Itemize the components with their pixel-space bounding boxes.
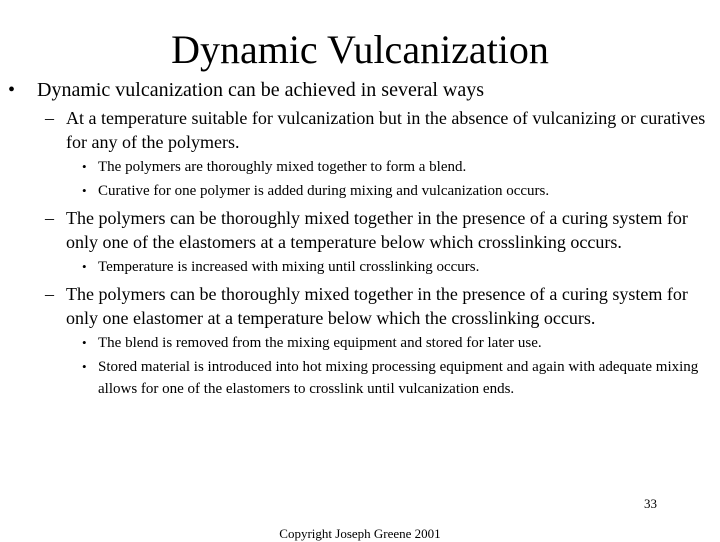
dash-marker: – [45,108,54,128]
method-text: The polymers can be thoroughly mixed together in the presence of a curing system for only one of the elastomers at a temperature below which crosslinking occurs. [66,208,688,252]
method-item-1 [0,106,720,154]
detail-text: The polymers are thoroughly mixed together to form a blend. [98,159,467,175]
method-text: At a temperature suitable for vulcanization but in the absence of vulcanizing or curatives for any of the polymers. [66,108,706,152]
method-text: The polymers can be thoroughly mixed together in the presence of a curing system for only one elastomer at a temperature below which the crosslinking occurs. [66,284,688,328]
dash-marker: – [45,208,54,228]
small-bullet-marker: • [82,359,87,374]
detail-item [0,156,720,178]
method-item-3 [0,282,720,330]
main-bullet-point [0,78,720,102]
slide-content [0,78,720,400]
copyright-footer: Copyright Joseph Greene 2001 [279,526,441,541]
method-item-2 [0,206,720,254]
small-bullet-marker: • [82,335,87,350]
small-bullet-marker: • [82,183,87,198]
main-point-text: Dynamic vulcanization can be achieved in several ways [37,79,485,101]
detail-item [0,356,720,400]
detail-text: Curative for one polymer is added during mixing and vulcanization occurs. [98,183,550,199]
slide-title: Dynamic Vulcanization [171,27,549,72]
detail-text: Temperature is increased with mixing until crosslinking occurs. [98,259,480,275]
bullet-marker: • [8,79,16,101]
page-number: 33 [644,496,657,511]
detail-text: Stored material is introduced into hot mixing processing equipment and again with adequate mixing allows for one of the elastomers to crosslink until vulcanization ends. [98,359,699,397]
detail-item [0,332,720,354]
detail-item [0,256,720,278]
small-bullet-marker: • [82,259,87,274]
detail-text: The blend is removed from the mixing equipment and stored for later use. [98,335,542,351]
small-bullet-marker: • [82,159,87,174]
detail-item [0,180,720,202]
dash-marker: – [45,284,54,304]
